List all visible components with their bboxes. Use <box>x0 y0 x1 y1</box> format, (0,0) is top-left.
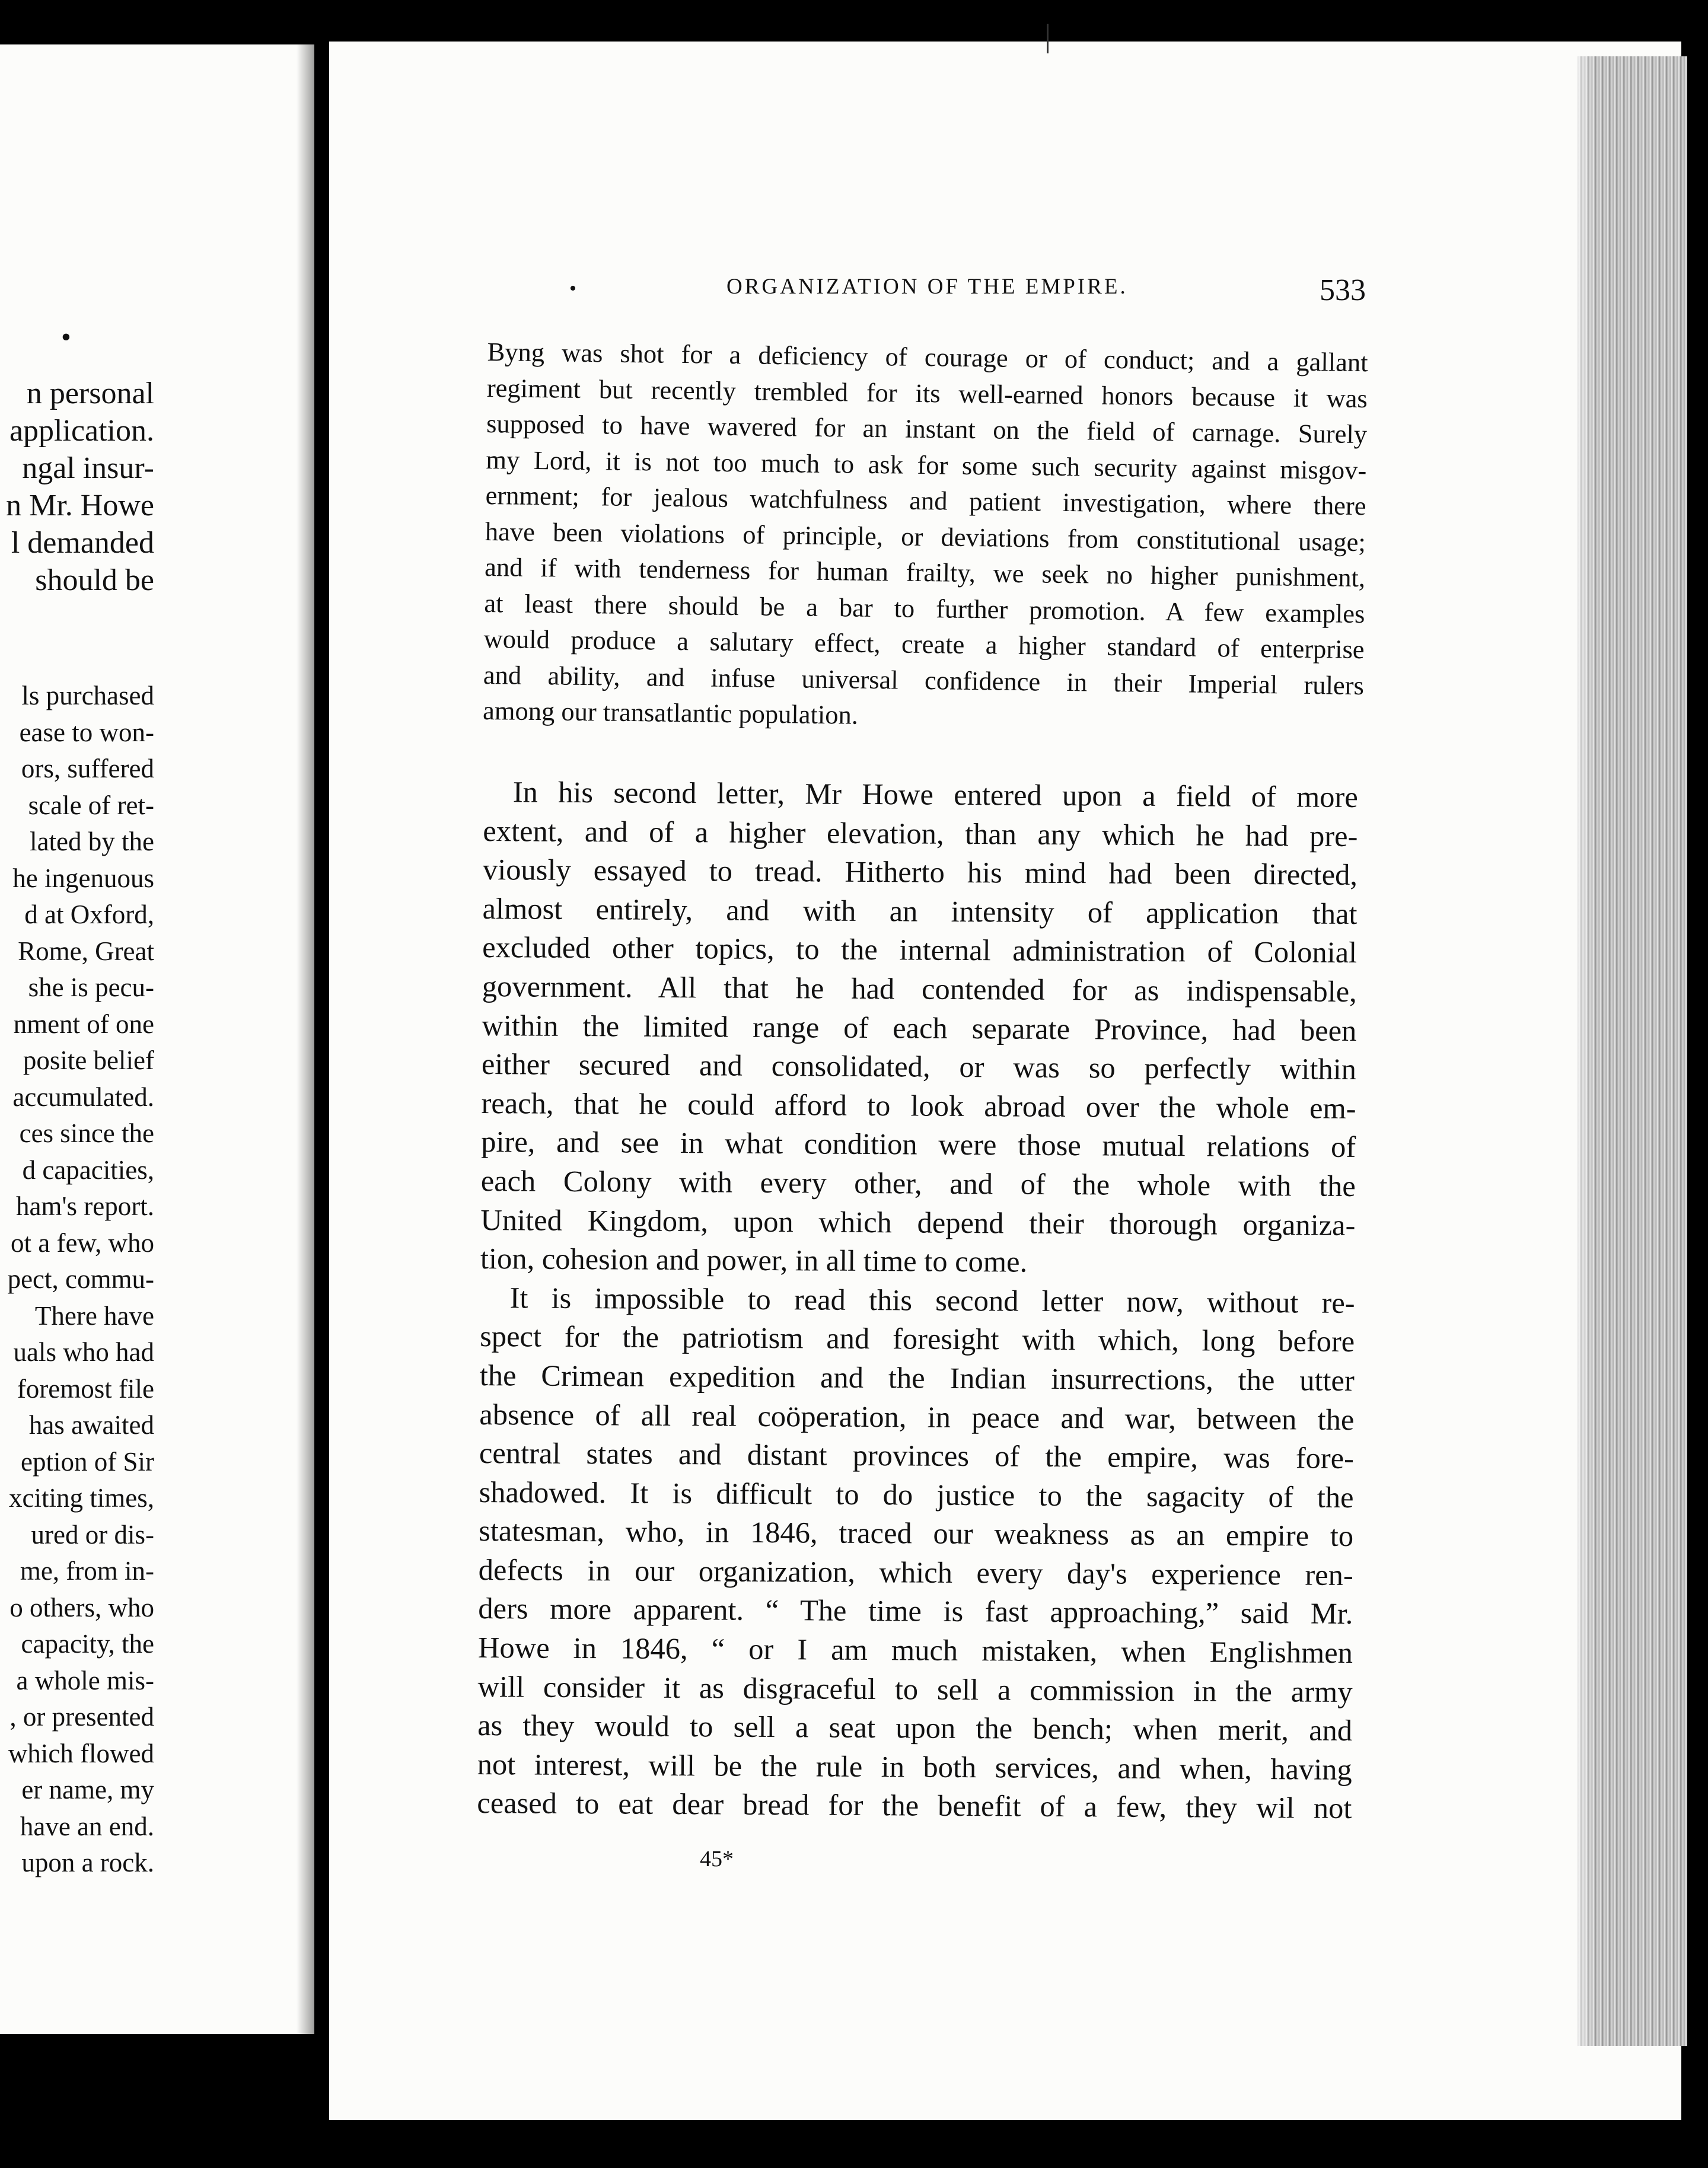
quote-line: my Lord, it is not too much to ask for some such security against misgov- <box>486 444 1367 485</box>
left-line: , or presented <box>9 1702 154 1732</box>
left-line: she is pecu- <box>28 973 154 1002</box>
left-line: upon a rock. <box>21 1848 154 1877</box>
running-head: ORGANIZATION OF THE EMPIRE. <box>726 275 1128 299</box>
quote-line: among our transatlantic population. <box>482 695 859 730</box>
body-line: will consider it as disgraceful to sell a commission in the army <box>477 1669 1353 1708</box>
left-line: n Mr. Howe <box>6 489 154 522</box>
left-line: ngal insur- <box>22 451 154 485</box>
left-line: d capacities, <box>22 1155 154 1185</box>
body-line: ders more apparent. “ The time is fast approaching,” said Mr. <box>478 1592 1353 1631</box>
left-line: scale of ret- <box>28 790 154 820</box>
left-page-dot: • <box>61 321 71 353</box>
quote-line: regiment but recently trembled for its well-earned honors because it was <box>486 372 1368 413</box>
quote-line: and if with tenderness for human frailty, we seek no higher punishment, <box>484 551 1366 593</box>
left-line: application. <box>9 414 154 448</box>
left-line: eption of Sir <box>21 1446 154 1477</box>
body-line: as they would to sell a seat upon the bench; when merit, and <box>477 1708 1353 1748</box>
body-line: absence of all real coöperation, in peace and war, between the <box>479 1397 1355 1436</box>
body-line: either secured and consolidated, or was so perfectly within <box>481 1047 1357 1086</box>
body-line: each Colony with every other, and of the whole with the <box>480 1163 1356 1203</box>
left-line: accumulated. <box>12 1082 154 1112</box>
left-line: a whole mis- <box>16 1665 154 1695</box>
left-line: d at Oxford, <box>24 900 154 929</box>
page-edges <box>1578 56 1687 2046</box>
left-line: er name, my <box>21 1775 154 1804</box>
left-line: ease to won- <box>19 717 154 747</box>
left-line: have an end. <box>20 1811 154 1841</box>
left-line: me, from in- <box>20 1556 154 1586</box>
body-line: In his second letter, Mr Howe entered upon a field of more <box>512 775 1358 814</box>
left-line: pect, commu- <box>7 1264 154 1294</box>
left-line: Rome, Great <box>18 936 154 966</box>
quote-line: supposed to have wavered for an instant on the field of carnage. Surely <box>486 408 1368 449</box>
body-line: viously essayed to tread. Hitherto his mind had been directed, <box>482 853 1358 892</box>
body-line: within the limited range of each separate Province, had been <box>482 1008 1357 1047</box>
body-line: ceased to eat dear bread for the benefit of a few, they wil not <box>477 1786 1352 1825</box>
body-line: It is impossible to read this second letter now, without re- <box>509 1281 1355 1319</box>
quoted-passage <box>483 334 1368 739</box>
body-line: almost entirely, and with an intensity of application that <box>482 891 1358 930</box>
left-line: ors, suffered <box>21 754 154 783</box>
quote-line: ernment; for jealous watchfulness and patient investigation, where there <box>485 480 1366 521</box>
body-line: United Kingdom, upon which depend their thorough organiza- <box>480 1203 1356 1242</box>
left-line: capacity, the <box>21 1629 154 1659</box>
left-line: There have <box>34 1300 154 1331</box>
quote-line: and ability, and infuse universal confidence in their Imperial rulers <box>483 659 1365 700</box>
left-line: ot a few, who <box>10 1228 154 1258</box>
signature-mark: 45* <box>700 1847 734 1872</box>
quote-line: at least there should be a bar to further promotion. A few examples <box>484 588 1365 629</box>
left-line: should be <box>35 563 154 597</box>
left-page-upper-text <box>0 375 154 599</box>
left-line: ces since the <box>19 1118 154 1148</box>
left-line: posite belief <box>23 1045 154 1075</box>
left-line: ham's report. <box>15 1191 154 1221</box>
body-line: government. All that he had contended for as indispensable, <box>482 969 1357 1008</box>
left-line: ured or dis- <box>31 1519 154 1550</box>
running-head-dot: • <box>569 278 576 299</box>
body-line: Howe in 1846, “ or I am much mistaken, when Englishmen <box>477 1631 1353 1670</box>
quote-line: have been violations of principle, or deviations from constitutional usage; <box>485 516 1366 557</box>
left-line: ls purchased <box>21 681 154 710</box>
body-line: shadowed. It is difficult to do justice to the sagacity of the <box>479 1475 1354 1514</box>
body-line: central states and distant provinces of the empire, was fore- <box>479 1436 1355 1475</box>
left-line: foremost file <box>17 1373 154 1404</box>
left-line: uals who had <box>13 1337 154 1367</box>
body-line: tion, cohesion and power, in all time to come. <box>480 1242 1028 1279</box>
page-number: 533 <box>1320 273 1366 307</box>
left-line: xciting times, <box>9 1483 154 1513</box>
left-page <box>0 44 314 2034</box>
left-page-lower-text <box>0 678 154 1882</box>
left-line: l demanded <box>11 526 154 560</box>
gutter-shadow <box>297 44 320 2034</box>
left-line: n personal <box>26 377 154 410</box>
body-line: spect for the patriotism and foresight with which, long before <box>480 1319 1355 1359</box>
body-line: defects in our organization, which every day's experience ren- <box>478 1552 1353 1592</box>
body-line: statesman, who, in 1846, traced our weakness as an empire to <box>479 1514 1354 1553</box>
body-line: excluded other topics, to the internal administration of Colonial <box>482 930 1358 970</box>
body-line: not interest, will be the rule in both services, and when, having <box>477 1747 1352 1786</box>
left-line: which flowed <box>8 1738 154 1768</box>
left-line: nment of one <box>13 1009 154 1039</box>
quote-line: would produce a salutary effect, create a higher standard of enterprise <box>483 623 1365 665</box>
body-text <box>477 773 1358 1828</box>
left-line: has awaited <box>28 1410 154 1440</box>
quote-line: Byng was shot for a deficiency of courage or of conduct; and a gallant <box>487 336 1368 378</box>
left-line: he ingenuous <box>12 863 154 893</box>
body-line: reach, that he could afford to look abroad over the whole em- <box>481 1086 1356 1125</box>
scan-mark <box>1047 24 1049 53</box>
body-line: the Crimean expedition and the Indian insurrections, the utter <box>479 1358 1355 1397</box>
body-line: extent, and of a higher elevation, than any which he had pre- <box>483 814 1358 853</box>
left-line: o others, who <box>9 1592 154 1622</box>
left-line: lated by the <box>30 827 154 856</box>
body-line: pire, and see in what condition were those mutual relations of <box>481 1125 1356 1164</box>
